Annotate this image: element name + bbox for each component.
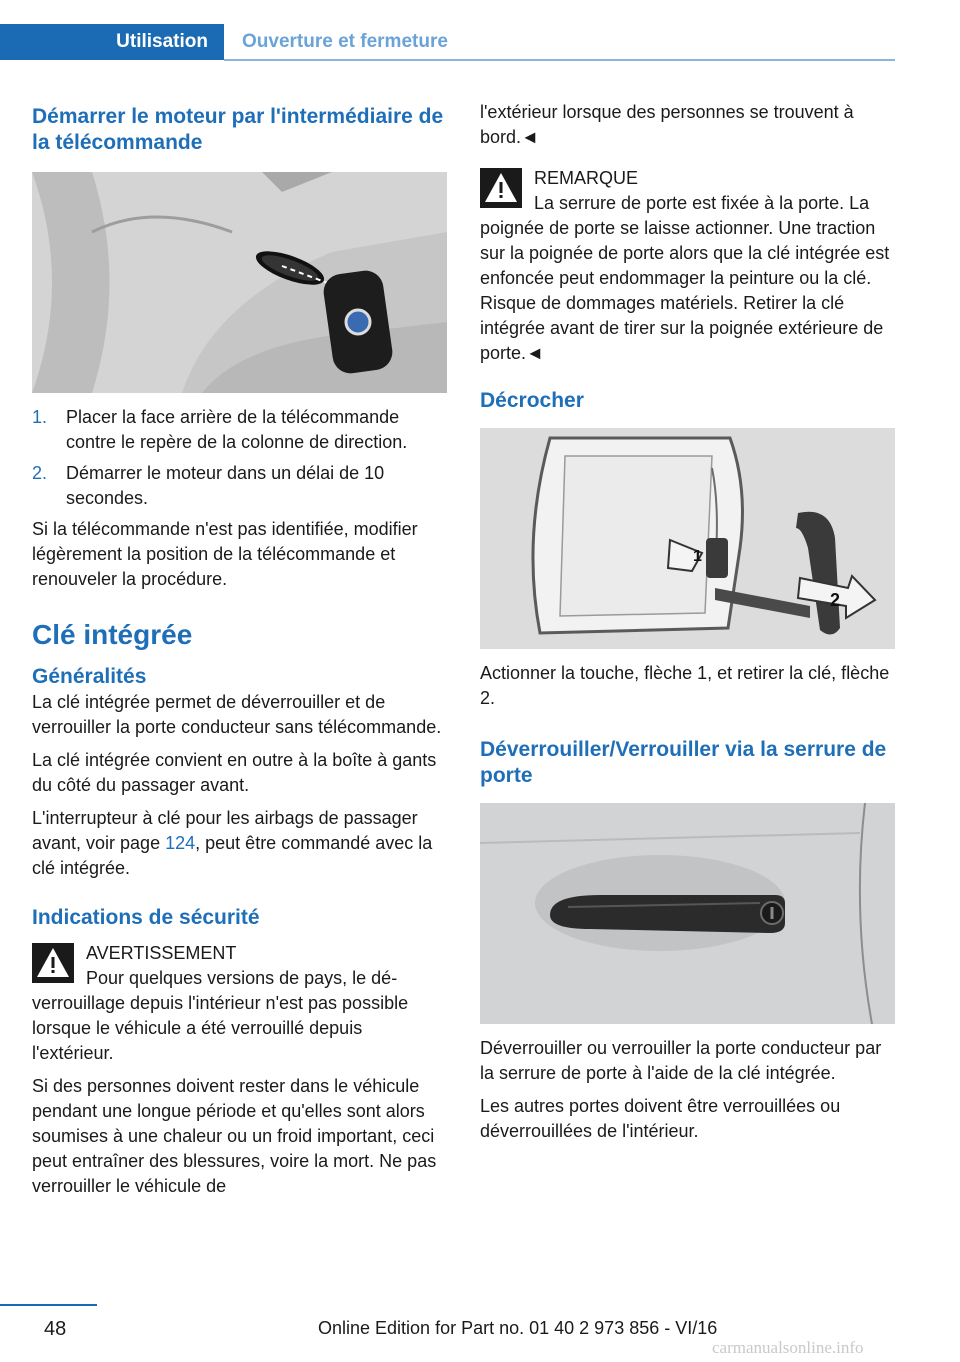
retry-paragraph: Si la télécommande n'est pas identifiée, modifier légèrement la position de la télécommande et renouveler la procédure. [32,519,418,589]
remark-title: REMARQUE [534,168,639,188]
generalites-paragraph-3 [32,806,447,881]
warning-paragraph-1: Pour quelques versions de pays, le déverrouillage depuis l'intérieur n'est pas possible lorsque le véhicule a été verrouillé depuis l'extérieur. [32,968,409,1063]
warning-block [32,941,447,1199]
decrocher-paragraph: Actionner la touche, flèche 1, et retirer la clé, flèche 2. [480,663,890,708]
warning-paragraph-2: Si des personnes doivent rester dans le véhicule pendant une longue période et qu'elles sont alors soumises à une chaleur ou un froid important, ceci peut entraîner des blessures, voire la mort. Ne pas verrouiller le véhicule de [32,1076,437,1196]
section-title-door-lock: Déverrouiller/Verrouiller via la serrure de porte [480,738,887,787]
page-number: 48 [44,1318,67,1340]
subsection-title-generalites: Généralités [32,665,147,688]
warning-title: AVERTISSEMENT [86,943,237,963]
warning-continued: l'extérieur lorsque des personnes se trouvent à bord.◄ [480,102,854,147]
remark-block [480,166,895,366]
key-removal-drawing [480,428,895,649]
tab-ouverture-fermeture[interactable]: Ouverture et fermeture [242,31,448,52]
door-handle-illustration [480,803,895,1024]
tab-utilisation[interactable]: Utilisation [0,24,224,60]
list-item [32,461,447,511]
header-bar [0,24,895,62]
step-number: 1. [32,407,48,427]
step-number: 2. [32,463,48,483]
right-column [480,100,895,1144]
generalites-p3-text-end: , peut être commandé avec la clé intégrée. [32,833,433,878]
step-text: Démarrer le moteur dans un délai de 10 secondes. [66,463,385,508]
list-item [32,405,447,455]
arrow-2-label: 2 [830,590,841,610]
edition-text: Online Edition for Part no. 01 40 2 973 856 - VI/16 [318,1318,718,1338]
steering-column-drawing [32,172,447,393]
key-removal-illustration [480,428,895,649]
arrow-1-label: 1 [693,548,702,565]
generalites-paragraph-2: La clé intégrée convient en outre à la boîte à gants du côté du passager avant. [32,750,437,795]
door-paragraph-2: Les autres portes doivent être verrouillées ou déverrouillées de l'intérieur. [480,1096,841,1141]
door-handle-drawing [480,803,895,1024]
watermark: carmanualsonline.info [712,1338,864,1357]
section-title-remote-start: Démarrer le moteur par l'intermédiaire de la télécommande [32,105,444,154]
generalites-paragraph-1: La clé intégrée permet de déverrouiller et de verrouiller la porte conducteur sans télécommande. [32,692,442,737]
section-title-integrated-key: Clé intégrée [32,619,193,650]
subsection-title-securite: Indications de sécurité [32,906,260,929]
remark-paragraph: La serrure de porte est fixée à la porte. La poignée de porte se laisse actionner. Une traction sur la poignée de porte alors que la clé intégrée est enfoncée peut endommager la peinture ou la clé. Risque de dommages matériels. Retirer la clé intégrée avant de tirer sur la poignée extérieure de porte.◄ [480,193,890,363]
warning-icon [480,168,522,208]
door-paragraph-1: Déverrouiller ou verrouiller la porte conducteur par la serrure de porte à l'aide de la clé intégrée. [480,1038,882,1083]
steps-list [32,405,447,511]
header-divider [224,59,895,61]
footer-divider [0,1304,97,1306]
warning-icon [32,943,74,983]
generalites-p3-text: L'interrupteur à clé pour les airbags de passager avant, voir page [32,808,418,853]
section-title-decrocher: Décrocher [480,389,584,412]
steering-column-illustration [32,172,447,393]
step-text: Placer la face arrière de la télécommande contre le repère de la colonne de direction. [66,407,408,452]
page-link-124[interactable]: 124 [165,833,196,853]
left-column [32,100,447,1199]
